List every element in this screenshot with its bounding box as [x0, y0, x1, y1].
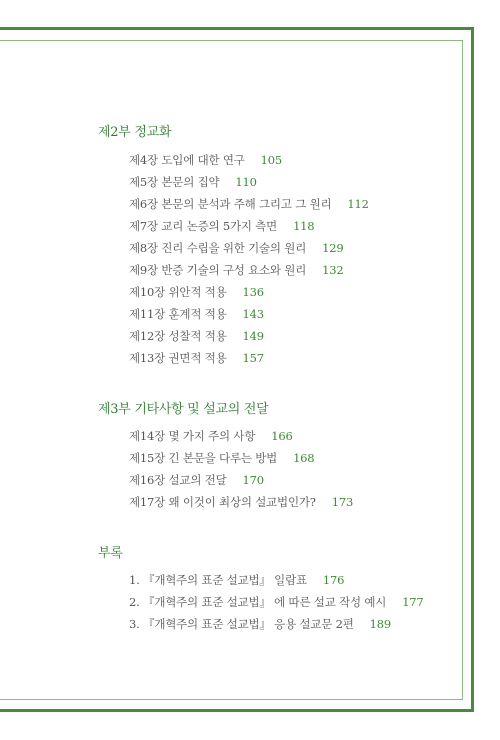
toc-entry — [129, 306, 264, 322]
toc-entry-page: 136 — [242, 285, 264, 299]
toc-entry-label: 제7장 교리 논증의 5가지 측면 — [129, 219, 278, 233]
toc-entry-label: 제9장 반증 기술의 구성 요소와 원리 — [129, 263, 307, 277]
toc-entry — [129, 240, 343, 256]
toc-entry — [129, 616, 391, 632]
toc-entry-page: 132 — [322, 263, 344, 277]
toc-entry-page: 112 — [347, 197, 369, 211]
toc-entry-label: 제14장 몇 가지 주의 사항 — [129, 429, 256, 443]
toc-entry-label: 제16장 설교의 전달 — [129, 473, 227, 487]
toc-entry — [129, 494, 353, 510]
toc-entry-page: 110 — [235, 175, 257, 189]
toc-entry — [129, 328, 264, 344]
toc-entry — [129, 350, 264, 366]
toc-entry-page: 157 — [242, 351, 264, 365]
toc-entry — [129, 572, 344, 588]
toc-entry-page: 189 — [369, 617, 392, 631]
toc-entry — [129, 262, 343, 278]
toc-entry — [129, 196, 369, 212]
toc-entry — [129, 218, 314, 234]
toc-entry-page: 129 — [322, 241, 344, 255]
toc-entry-label: 제10장 위안적 적용 — [129, 285, 227, 299]
toc-entry-label: 2. 『개혁주의 표준 설교법』 에 따른 설교 작성 예시 — [129, 595, 387, 609]
toc-entry-label: 제15장 긴 본문을 다루는 방법 — [129, 451, 278, 465]
toc-entry-page: 118 — [293, 219, 315, 233]
toc-entry — [129, 594, 424, 610]
toc-entry-label: 제13장 권면적 적용 — [129, 351, 227, 365]
toc-entry-page: 173 — [331, 495, 354, 509]
toc-entry-label: 제8장 진리 수립을 위한 기술의 원리 — [129, 241, 307, 255]
toc-entry — [129, 174, 257, 190]
toc-entry-label: 3. 『개혁주의 표준 설교법』 응용 설교문 2편 — [129, 617, 354, 631]
toc-entry-page: 168 — [293, 451, 315, 465]
toc-entry — [129, 450, 314, 466]
toc-entry-label: 제17장 왜 이것이 최상의 설교법인가? — [129, 495, 316, 509]
toc-entry-page: 166 — [271, 429, 293, 443]
part3-title: 제3부 기타사항 및 설교의 전달 — [98, 402, 269, 417]
toc-entry — [129, 472, 264, 488]
toc-entry-page: 143 — [242, 307, 264, 321]
appendix-title: 부록 — [98, 546, 123, 561]
toc-entry-label: 제4장 도입에 대한 연구 — [129, 153, 245, 167]
toc-entry — [129, 152, 282, 168]
toc-entry — [129, 284, 264, 300]
toc-entry-page: 176 — [322, 573, 345, 587]
toc-entry-page: 149 — [242, 329, 264, 343]
toc-entry-label: 제5장 본문의 집약 — [129, 175, 220, 189]
toc-entry-label: 제6장 본문의 분석과 주해 그리고 그 원리 — [129, 197, 332, 211]
toc-entry-page: 105 — [260, 153, 283, 167]
part2-title: 제2부 정교화 — [98, 125, 172, 140]
toc-entry — [129, 428, 293, 444]
toc-entry-label: 1. 『개혁주의 표준 설교법』 일람표 — [129, 573, 307, 587]
toc-entry-page: 177 — [402, 595, 424, 609]
toc-entry-page: 170 — [242, 473, 264, 487]
toc-entry-label: 제11장 훈계적 적용 — [129, 307, 227, 321]
toc-entry-label: 제12장 성찰적 적용 — [129, 329, 227, 343]
